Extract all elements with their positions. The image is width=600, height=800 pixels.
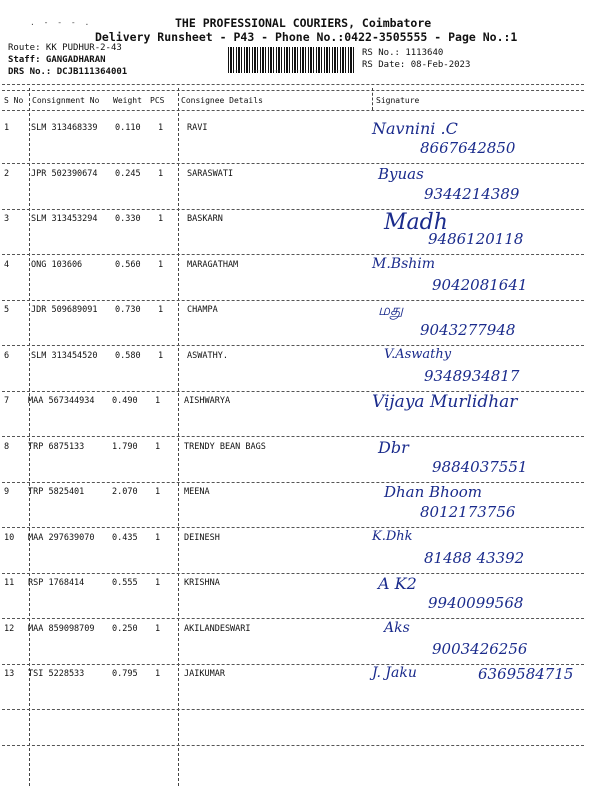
row-weight: 0.435 [112, 533, 138, 543]
handwritten-phone: 9003426256 [432, 640, 528, 658]
row-divider [2, 482, 584, 483]
drs-number: DRS No.: DCJB111364001 [8, 67, 128, 77]
row-weight: 0.795 [112, 669, 138, 679]
row-sno: 8 [4, 442, 10, 452]
handwritten-signature: K.Dhk [372, 529, 413, 544]
row-consignee: TRENDY BEAN BAGS [184, 442, 266, 452]
header-divider-2 [2, 90, 584, 91]
handwritten-phone: 6369584715 [478, 665, 574, 683]
handwritten-phone: 9486120118 [428, 230, 524, 248]
row-consignee: MARAGATHAM [187, 260, 239, 270]
header-divider [2, 84, 584, 85]
row-consignment: TRP 6875133 [28, 442, 85, 452]
row-sno: 9 [4, 487, 10, 497]
row-weight: 0.110 [115, 123, 141, 133]
handwritten-signature: Byuas [378, 165, 424, 183]
column-header-divider [2, 110, 584, 111]
row-sno: 6 [4, 351, 10, 361]
row-pcs: 1 [155, 396, 161, 406]
handwritten-signature: Dhan Bhoom [384, 483, 483, 501]
row-sno: 4 [4, 260, 10, 270]
row-consignee: JAIKUMAR [184, 669, 225, 679]
row-divider [2, 709, 584, 710]
runsheet-subtitle: Delivery Runsheet - P43 - Phone No.:0422-3505555 - Page No.:1 [95, 30, 518, 44]
row-consignment: MAA 859098709 [28, 624, 95, 634]
row-pcs: 1 [158, 260, 164, 270]
col-consignee: Consignee Details [181, 96, 263, 105]
row-pcs: 1 [155, 669, 161, 679]
row-divider [2, 254, 584, 255]
rs-number: RS No.: 1113640 [362, 48, 444, 58]
row-pcs: 1 [155, 624, 161, 634]
row-pcs: 1 [158, 169, 164, 179]
row-pcs: 1 [155, 578, 161, 588]
handwritten-phone: 9940099568 [428, 594, 524, 612]
handwritten-phone: 81488 43392 [424, 549, 525, 567]
route-label: Route: KK PUDHUR-2-43 [8, 43, 122, 53]
row-consignment: SLM 313468339 [31, 123, 98, 133]
col-weight: Weight [113, 96, 142, 105]
row-pcs: 1 [158, 351, 164, 361]
row-divider [2, 527, 584, 528]
col-signature: Signature [376, 96, 420, 105]
row-weight: 0.560 [115, 260, 141, 270]
row-consignment: RSP 1768414 [28, 578, 85, 588]
row-consignee: KRISHNA [184, 578, 220, 588]
row-consignment: SLM 313453294 [31, 214, 98, 224]
row-consignee: AKILANDESWARI [184, 624, 251, 634]
row-weight: 0.490 [112, 396, 138, 406]
row-weight: 0.330 [115, 214, 141, 224]
row-consignment: TRP 5825401 [28, 487, 85, 497]
row-sno: 3 [4, 214, 10, 224]
row-consignment: MAA 297639070 [28, 533, 95, 543]
row-sno: 13 [4, 669, 15, 679]
barcode-image [228, 47, 356, 73]
row-consignee: MEENA [184, 487, 210, 497]
row-sno: 5 [4, 305, 10, 315]
row-divider [2, 573, 584, 574]
column-rule [29, 88, 30, 786]
row-divider [2, 163, 584, 164]
row-divider [2, 436, 584, 437]
row-consignee: SARASWATI [187, 169, 234, 179]
row-weight: 0.245 [115, 169, 141, 179]
handwritten-signature: J. Jaku [372, 665, 417, 681]
row-pcs: 1 [155, 442, 161, 452]
row-weight: 0.580 [115, 351, 141, 361]
row-consignment: TSI 5228533 [28, 669, 85, 679]
handwritten-signature: Aks [384, 620, 410, 636]
handwritten-phone: 8667642850 [420, 139, 516, 157]
row-sno: 1 [4, 123, 10, 133]
handwritten-signature: M.Bshim [372, 256, 436, 272]
row-sno: 7 [4, 396, 10, 406]
row-consignee: AISHWARYA [184, 396, 231, 406]
column-rule [178, 88, 179, 786]
row-consignment: MAA 567344934 [28, 396, 95, 406]
row-consignee: ASWATHY. [187, 351, 228, 361]
row-pcs: 1 [158, 123, 164, 133]
handwritten-phone: 9884037551 [432, 458, 528, 476]
row-pcs: 1 [158, 305, 164, 315]
row-consignee: CHAMPA [187, 305, 218, 315]
row-consignment: JDR 509689091 [31, 305, 98, 315]
handwritten-phone: 9348934817 [424, 367, 520, 385]
handwritten-phone: 8012173756 [420, 503, 516, 521]
row-pcs: 1 [158, 214, 164, 224]
handwritten-signature: Navnini .C [372, 119, 458, 138]
row-consignee: BASKARN [187, 214, 223, 224]
row-consignee: RAVI [187, 123, 208, 133]
row-consignment: ONG 103606 [31, 260, 83, 270]
handwritten-signature: V.Aswathy [384, 347, 452, 362]
col-pcs: PCS [150, 96, 165, 105]
row-weight: 1.790 [112, 442, 138, 452]
row-pcs: 1 [155, 487, 161, 497]
row-divider [2, 618, 584, 619]
row-weight: 0.730 [115, 305, 141, 315]
row-sno: 10 [4, 533, 15, 543]
footer-divider [2, 745, 584, 746]
handwritten-signature: Dbr [378, 438, 409, 457]
row-weight: 2.070 [112, 487, 138, 497]
row-consignment: JPR 502390674 [31, 169, 98, 179]
handwritten-signature: A K2 [378, 574, 417, 593]
row-divider [2, 345, 584, 346]
row-divider [2, 209, 584, 210]
row-consignment: SLM 313454520 [31, 351, 98, 361]
row-weight: 0.250 [112, 624, 138, 634]
handwritten-signature: Madh [384, 210, 448, 235]
column-rule [372, 88, 373, 110]
handwritten-phone: 9042081641 [432, 276, 528, 294]
handwritten-phone: 9344214389 [424, 185, 520, 203]
staff-label: Staff: GANGADHARAN [8, 55, 106, 65]
row-sno: 11 [4, 578, 15, 588]
handwritten-signature: Vijaya Murlidhar [372, 392, 518, 412]
row-divider [2, 300, 584, 301]
corner-mark: . - - - . [30, 18, 92, 27]
company-title: THE PROFESSIONAL COURIERS, Coimbatore [175, 16, 432, 30]
row-pcs: 1 [155, 533, 161, 543]
row-sno: 12 [4, 624, 15, 634]
row-weight: 0.555 [112, 578, 138, 588]
handwritten-signature: மது [378, 301, 404, 319]
col-consignment: Consignment No [32, 96, 100, 105]
rs-date: RS Date: 08-Feb-2023 [362, 60, 471, 70]
row-consignee: DEINESH [184, 533, 220, 543]
handwritten-phone: 9043277948 [420, 321, 516, 339]
row-sno: 2 [4, 169, 10, 179]
col-sno: S No [4, 96, 24, 105]
